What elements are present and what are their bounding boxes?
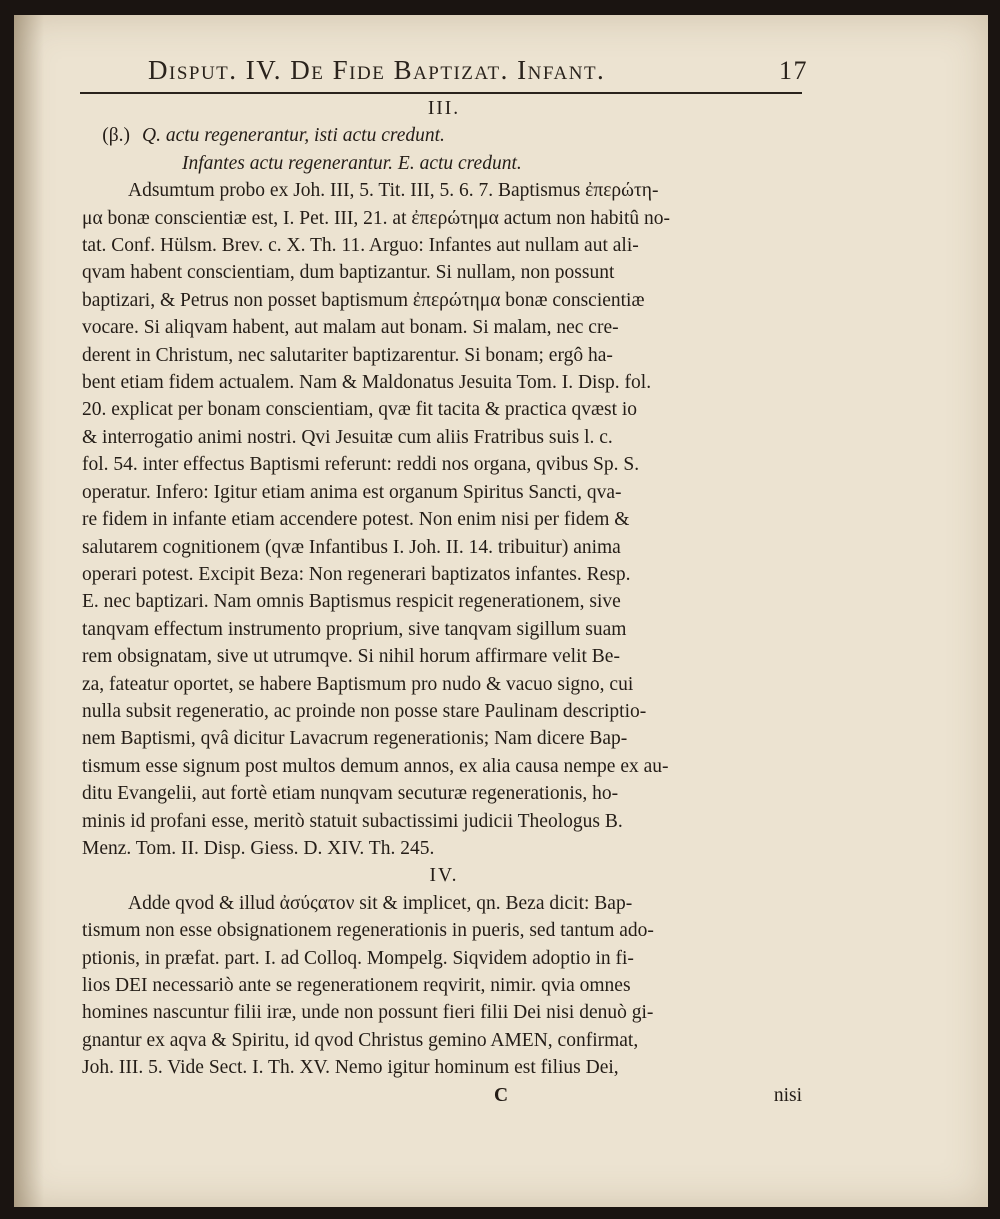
text-line: baptizari, & Petrus non posset baptismum ἐπερώτημα bonæ conscientiæ — [82, 289, 645, 311]
paragraph-1 — [82, 177, 806, 862]
page-body — [82, 95, 806, 1109]
text-line: re fidem in infante etiam accendere potest. Non enim nisi per fidem & — [82, 509, 630, 531]
text-line: nulla subsit regeneratio, ac proinde non posse stare Paulinam descriptio- — [82, 700, 647, 722]
text-line: operatur. Infero: Igitur etiam anima est organum Spiritus Sancti, qva- — [82, 481, 622, 503]
text-line: bent etiam fidem actualem. Nam & Maldonatus Jesuita Tom. I. Disp. fol. — [82, 372, 652, 394]
text-line: Adsumtum probo ex Joh. III, 5. Tit. III, 5. 6. 7. Baptismus ἐπερώτη- — [128, 180, 659, 202]
text-line: & interrogatio animi nostri. Qvi Jesuitæ cum aliis Fratribus suis l. c. — [82, 426, 613, 448]
syllogism-label: (β.) — [102, 125, 130, 147]
text-line: nem Baptismi, qvâ dicitur Lavacrum regenerationis; Nam dicere Bap- — [82, 728, 628, 750]
syllogism-minor-text: Infantes actu regenerantur. E. actu credunt. — [182, 152, 522, 174]
text-line: Adde qvod & illud ἀσύςατον sit & implicet, qn. Beza dicit: Bap- — [128, 892, 633, 914]
syllogism-minor — [82, 150, 806, 177]
text-line: lios DEI necessariò ante se regenerationem reqvirit, nimir. qvia omnes — [82, 975, 631, 996]
text-line: vocare. Si aliqvam habent, aut malam aut bonam. Si malam, nec cre- — [82, 317, 619, 339]
text-line: homines nascuntur filii iræ, unde non possunt fieri filii Dei nisi denuò gi- — [82, 1002, 654, 1024]
section-heading-iv: IV. — [429, 865, 459, 887]
syllogism-major-text: Q. actu regenerantur, isti actu credunt. — [142, 125, 445, 147]
paragraph-2 — [82, 890, 806, 1082]
text-line: rem obsignatam, sive ut utrumqve. Si nihil horum affirmare velit Be- — [82, 646, 620, 668]
text-line: derent in Christum, nec salutariter baptizarentur. Si bonam; ergô ha- — [82, 344, 613, 366]
text-line: ditu Evangelii, aut fortè etiam nunqvam secuturæ regenerationis, ho- — [82, 783, 619, 805]
header-rule — [80, 92, 802, 94]
page-footer — [82, 1082, 806, 1109]
text-line: tismum non esse obsignationem regenerationis in pueris, sed tantum ado- — [82, 920, 654, 942]
text-line: fol. 54. inter effectus Baptismi referunt: reddi nos organa, qvibus Sp. S. — [82, 454, 640, 476]
syllogism-major — [82, 122, 806, 149]
text-line: μα bonæ conscientiæ est, I. Pet. III, 21. at ἐπερώτημα actum non habitû no- — [82, 207, 670, 229]
text-line: Menz. Tom. II. Disp. Giess. D. XIV. Th. 245. — [82, 837, 435, 859]
text-line: salutarem cognitionem (qvæ Infantibus I. Joh. II. 14. tribuitur) anima — [82, 536, 621, 558]
text-line: tanqvam effectum instrumento proprium, sive tanqvam sigillum suam — [82, 618, 627, 640]
book-page — [14, 15, 988, 1207]
text-line: Joh. III. 5. Vide Sect. I. Th. XV. Nemo igitur hominum est filius Dei, — [82, 1057, 619, 1079]
section-heading-iii: III. — [427, 98, 461, 119]
running-head: Disput. IV. De Fide Baptizat. Infant. — [148, 55, 606, 85]
text-line: qvam habent conscientiam, dum baptizantur. Si nullam, non possunt — [82, 262, 615, 284]
text-line: minis id profani esse, meritò statuit subactissimi judicii Theologus B. — [82, 810, 623, 832]
text-line: tismum esse signum post multos demum annos, ex alia causa nempe ex au- — [82, 755, 669, 777]
text-line: E. nec baptizari. Nam omnis Baptismus respicit regenerationem, sive — [82, 591, 621, 613]
text-line: ptionis, in præfat. part. I. ad Colloq. Mompelg. Siqvidem adoptio in fi- — [82, 947, 634, 969]
text-line: gnantur ex aqva & Spiritu, id qvod Christus gemino AMEN, confirmat, — [82, 1029, 639, 1051]
signature-mark: C — [494, 1084, 509, 1106]
catchword: nisi — [773, 1084, 802, 1106]
text-line: 20. explicat per bonam conscientiam, qvæ fit tacita & practica qvæst io — [82, 399, 638, 421]
text-line: tat. Conf. Hülsm. Brev. c. X. Th. 11. Arguo: Infantes aut nullam aut ali- — [82, 235, 639, 257]
page-header — [148, 55, 808, 86]
binding-shadow — [14, 15, 44, 1207]
page-number: 17 — [779, 56, 808, 85]
text-line: operari potest. Excipit Beza: Non regenerari baptizatos infantes. Resp. — [82, 563, 631, 585]
text-line: za, fateatur oportet, se habere Baptismum pro nudo & vacuo signo, cui — [82, 673, 634, 695]
